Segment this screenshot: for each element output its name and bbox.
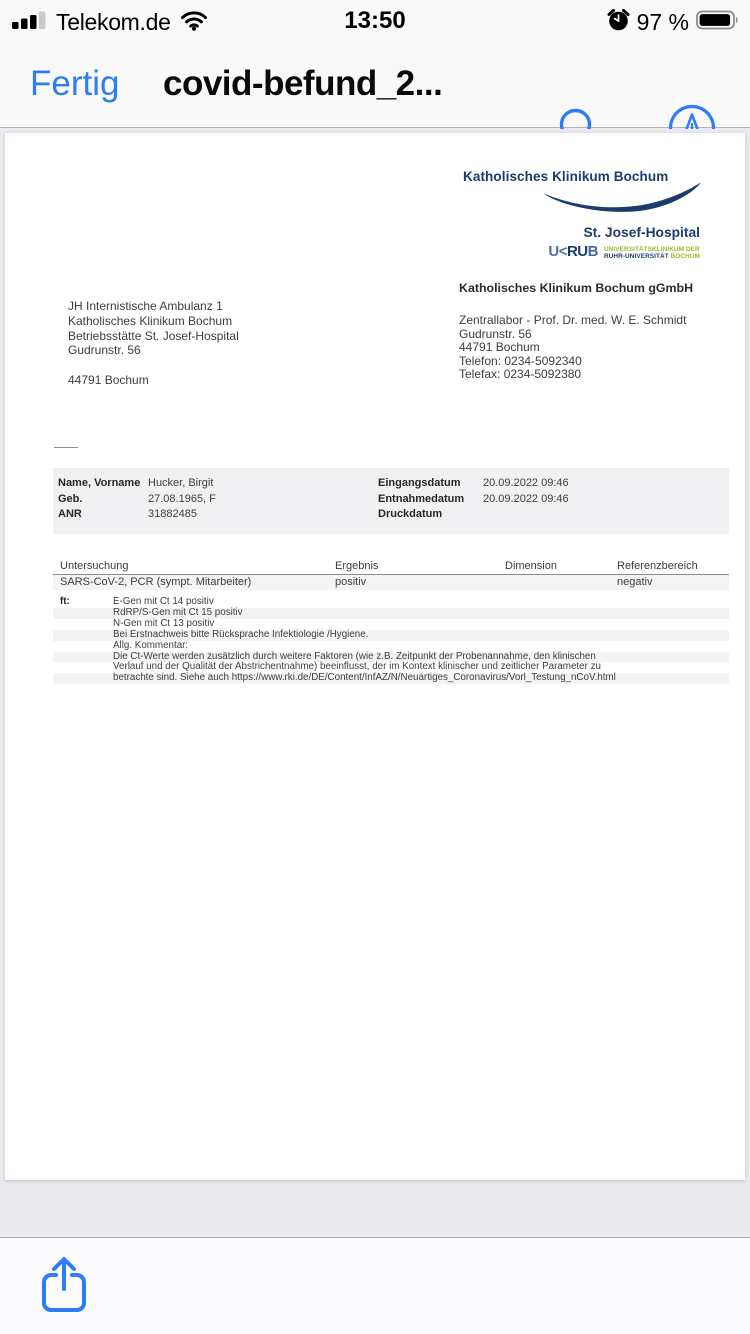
recipient-line: Gudrunstr. 56	[68, 343, 141, 358]
results-header: Referenzbereich	[617, 560, 698, 572]
patient-field-label: Name, Vorname	[58, 477, 141, 489]
share-icon	[34, 1305, 94, 1320]
recipient-line: 44791 Bochum	[68, 372, 149, 387]
sender-line: 44791 Bochum	[459, 340, 540, 355]
sender-line: Telefax: 0234-5092380	[459, 367, 582, 382]
alarm-clock-icon	[607, 8, 630, 37]
battery-percent-label: 97 %	[636, 8, 689, 35]
result-test-name: SARS-CoV-2, PCR (sympt. Mitarbeiter)	[60, 576, 252, 589]
patient-table	[53, 468, 729, 534]
results-row	[53, 575, 729, 590]
footnote-text: betrachte sind. Siehe auch https://www.rki.de/DE/Content/InfAZ/N/Neuartiges_Coronavirus/Vorl_Testung_nCoV.html	[113, 672, 616, 684]
footnote-text: Allg. Kommentar:	[113, 639, 189, 651]
footnote-text: E-Gen mit Ct 14 positiv	[113, 596, 214, 607]
ukrub-subtitle: UNIVERSITÄTSKLINIKUM DER RUHR-UNIVERSITÄT BOCHUM	[603, 246, 700, 260]
ukrub-logo	[548, 244, 700, 260]
recipient-block	[68, 299, 239, 388]
footnote-rows	[53, 597, 729, 684]
logo-hospital-name: St. Josef-Hospital	[583, 225, 700, 240]
patient-field-value: Hucker, Birgit	[148, 477, 214, 489]
patient-field-label: Geb.	[58, 492, 83, 505]
patient-row	[53, 493, 729, 509]
footnote-text: Bei Erstnachweis bitte Rücksprache Infektiologie /Hygiene.	[113, 628, 369, 640]
recipient-line	[68, 358, 239, 373]
carrier-label: Telekom.de	[56, 8, 171, 35]
patient-field-label: Entnahmedatum	[378, 492, 465, 505]
recipient-line: Betriebsstätte St. Josef-Hospital	[68, 328, 239, 343]
fold-mark	[54, 447, 78, 448]
patient-field-label: Eingangsdatum	[378, 477, 461, 489]
sender-lines	[459, 314, 693, 382]
patient-field-label: ANR	[58, 508, 82, 521]
logo-clinic-name: Katholisches Klinikum Bochum	[463, 169, 669, 184]
footnote-text: N-Gen mit Ct 13 positiv	[113, 617, 215, 629]
footnote-row	[53, 673, 729, 684]
results-table	[53, 560, 729, 590]
sender-line: Zentrallabor - Prof. Dr. med. W. E. Schmidt	[459, 313, 687, 327]
battery-icon	[696, 9, 740, 36]
cellular-signal-icon	[12, 9, 48, 36]
status-left-group	[12, 9, 209, 36]
status-right-group	[607, 0, 740, 44]
recipient-line: JH Internistische Ambulanz 1	[68, 299, 223, 313]
patient-field-value: 31882485	[148, 508, 197, 521]
patient-row	[53, 508, 729, 524]
results-header: Untersuchung	[60, 560, 129, 572]
result-value: positiv	[335, 576, 367, 589]
result-reference: negativ	[617, 576, 653, 589]
patient-field-label: Druckdatum	[378, 508, 443, 521]
patient-table-right	[53, 477, 729, 524]
recipient-line: Katholisches Klinikum Bochum	[68, 313, 233, 328]
logo-swoosh	[543, 182, 701, 219]
wifi-icon	[179, 9, 209, 36]
document-title: covid-befund_2...	[163, 64, 443, 103]
sender-line: Telefon: 0234-5092340	[459, 353, 582, 368]
pdf-page	[5, 133, 745, 1180]
bottom-toolbar	[0, 1237, 750, 1334]
results-header-row	[53, 560, 729, 573]
patient-field-value: 20.09.2022 09:46	[483, 477, 569, 489]
ukrub-wordmark: U<RUB	[548, 243, 598, 260]
footnote-row	[53, 641, 729, 652]
footnote-row	[53, 630, 729, 641]
results-header: Ergebnis	[335, 560, 379, 572]
results-header: Dimension	[505, 560, 557, 572]
share-button[interactable]	[34, 1253, 94, 1317]
footnote-text: Verlauf und der Qualität der Abstrichentnahme) beeinflusst, der im Kontext klinischer und zeitlicher Parameter zu	[113, 661, 601, 673]
sender-block	[459, 281, 693, 382]
sender-line: Gudrunstr. 56	[459, 326, 532, 341]
patient-field-value: 20.09.2022 09:46	[483, 492, 569, 505]
patient-field-value: 27.08.1965, F	[148, 492, 216, 505]
patient-row	[53, 477, 729, 493]
pdf-viewport[interactable]	[0, 129, 750, 1237]
status-time: 13:50	[344, 7, 406, 34]
footnote-text: RdRP/S-Gen mit Ct 15 positiv	[113, 606, 243, 618]
footnote-label: ft:	[60, 596, 70, 607]
nav-bar	[0, 44, 750, 128]
footnote-text: Die Ct-Werte werden zusätzlich durch weitere Faktoren (wie z.B. Zeitpunkt der Probenannahme, den klinischen	[113, 650, 596, 662]
done-button[interactable]: Fertig	[30, 64, 120, 103]
sender-name: Katholisches Klinikum Bochum gGmbH	[459, 281, 694, 295]
status-bar	[0, 0, 750, 44]
